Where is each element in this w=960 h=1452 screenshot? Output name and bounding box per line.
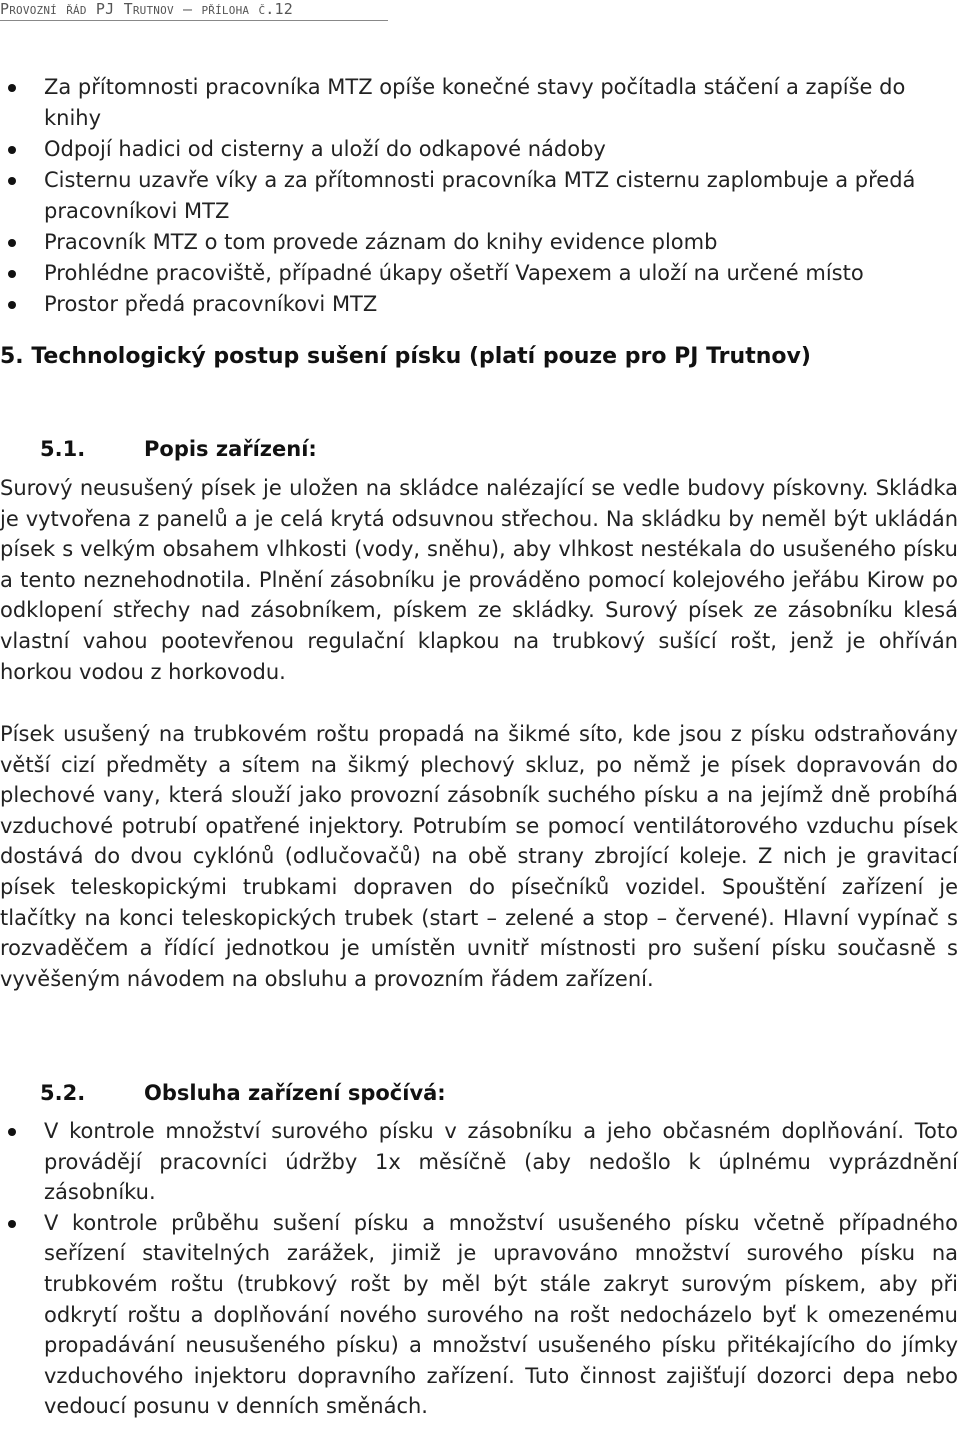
subsection-number: 5.2. [40, 1081, 86, 1105]
procedure-list [0, 72, 958, 320]
subsection-title: Obsluha zařízení spočívá: [144, 1081, 446, 1105]
list-item: Pracovník MTZ o tom provede záznam do knihy evidence plomb [0, 227, 958, 258]
paragraph-process: Písek usušený na trubkovém roštu propadá na šikmé síto, kde jsou z písku odstraňovány větší cizí předměty a sítem na šikmý plechový skluz, po němž je písek dopravován do plechové vany, která slouží jako provozní zásobník suchého písku a na jejímž dně probíhá vzduchové potrubí opatřené injektory. Potrubím se pomocí ventilátorového vzduchu písek dostává do dvou cyklónů (odlučovačů) na obě strany zbrojící koleje. Z nich je gravitací písek teleskopickými trubkami dopraven do písečníků vozidel. Spouštění zařízení je tlačítky na konci teleskopických trubek (start – zelené a stop – červené). Hlavní vypínač s rozvaděčem a řídící jednotkou je umístěn uvnitř místnosti pro sušení písku současně s vyvěšeným návodem na obsluhu a provozním řádem zařízení. [0, 722, 958, 991]
list-item: Za přítomnosti pracovníka MTZ opíše konečné stavy počítadla stáčení a zapíše do knihy [0, 72, 958, 134]
list-item: Cisternu uzavře víky a za přítomnosti pracovníka MTZ cisternu zaplombuje a předá pracovníkovi MTZ [0, 165, 958, 227]
list-item: V kontrole průběhu sušení písku a množství usušeného písku včetně případného seřízení stavitelných zarážek, jimiž je upravováno množství surového písku na trubkovém roštu (trubkový rošt by měl být stále zakryt surovým pískem, aby při odkrytí roštu a doplňování nového surového na rošt nedocházelo byť k omezenému propadávání neusušeného písku) a množství usušeného písku přitékajícího do jímky vzduchového injektoru dopravního zařízení. Tuto činnost zajišťují dozorci depa nebo vedoucí posunu v denních směnách. [0, 1208, 958, 1422]
list-item: Odpojí hadici od cisterny a uloží do odkapové nádoby [0, 134, 958, 165]
subsection-heading-operation [40, 1081, 446, 1105]
list-item: V kontrole množství surového písku v zásobníku a jeho občasném doplňování. Toto provádějí pracovníci údržby 1x měsíčně (aby nedošlo k úplnému vyprázdnění zásobníku. [0, 1116, 958, 1208]
subsection-number: 5.1. [40, 437, 86, 461]
list-item: Prohlédne pracoviště, případné úkapy ošetří Vapexem a uloží na určené místo [0, 258, 958, 289]
subsection-title: Popis zařízení: [144, 437, 317, 461]
operation-list [0, 1116, 958, 1422]
subsection-heading-description [40, 437, 317, 461]
section-heading: 5. Technologický postup sušení písku (platí pouze pro PJ Trutnov) [0, 344, 811, 369]
paragraph-description: Surový neusušený písek je uložen na skládce nalézající se vedle budovy pískovny. Skládka je vytvořena z panelů a je celá krytá odsuvnou střechou. Na skládku by neměl být ukládán písek s velkým obsahem vlhkosti (vody, sněhu), aby vlhkost nestékala do usušeného písku a tento neznehodnotila. Plnění zásobníku je prováděno pomocí kolejového jeřábu Kirow po odklopení střechy nad zásobníkem, pískem ze skládky. Surový písek ze zásobníku klesá vlastní vahou pootevřenou regulační klapkou na trubkový sušící rošt, jenž je ohříván horkou vodou z horkovodu. [0, 476, 958, 684]
page-header [0, 0, 388, 21]
list-item: Prostor předá pracovníkovi MTZ [0, 289, 958, 320]
header-rule [0, 20, 388, 21]
header-title: Provozní řád PJ Trutnov – příloha č.12 [0, 0, 293, 18]
